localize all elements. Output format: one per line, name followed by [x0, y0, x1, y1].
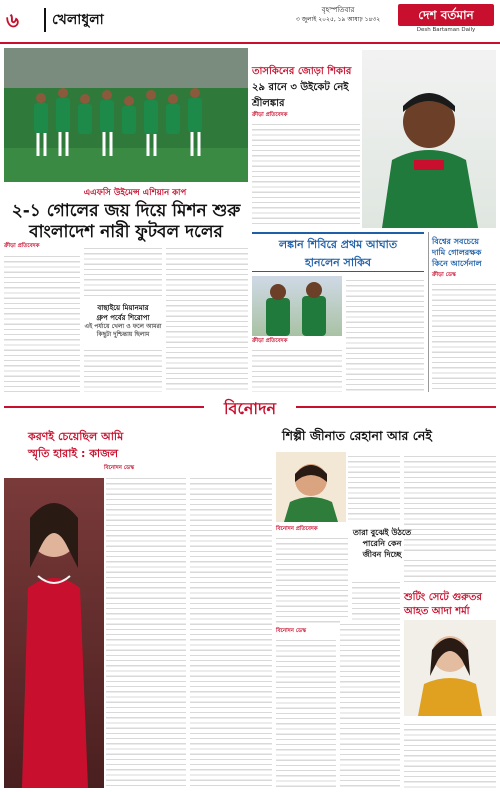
arsenal-headline-line1: বিশ্বের সবচেয়ে — [432, 237, 479, 246]
football-headline-line2: বাংলাদেশ নারী ফুটবল দলের — [29, 222, 223, 242]
actress-portrait-illustration — [404, 620, 496, 716]
zeenat-headline: শিল্পী জীনাত রেহানা আর নেই — [282, 428, 432, 443]
arsenal-byline: ক্রীড়া ডেস্ক — [432, 272, 456, 278]
kajol-headline-main: স্মৃতি হারাই : কাজল — [28, 447, 119, 460]
kajol-headline-pre: করণই চেয়েছিল আমি — [28, 430, 124, 443]
page-number: ৬ — [6, 8, 20, 32]
cricketer-illustration — [362, 50, 496, 228]
football-subhead-2: গ্রুপ পর্বের শিরোপা — [96, 314, 150, 322]
adah-article-col2 — [340, 620, 400, 788]
arsenal-divider — [428, 232, 429, 392]
taskin-headline-line3: শ্রীলঙ্কার — [252, 98, 285, 109]
football-quote: এই পর্যায়ে খেলা ও ফলে আমরা কিছুটা দুশ্চিন্তায় ছিলাম — [84, 323, 162, 339]
section-name: খেলাধুলা — [44, 8, 104, 32]
singer-illustration — [276, 452, 346, 522]
adah-byline: বিনোদন ডেস্ক — [276, 628, 307, 634]
football-subhead-1: বাছাইয়ে মিয়ানমার — [97, 304, 149, 312]
football-article-col3 — [166, 244, 248, 392]
logo-tagline: Desh Bartaman Daily — [416, 27, 476, 33]
entertainment-rule-right — [296, 406, 496, 408]
zeenat-quote: তারা বুঝেই উঠতে পারেনি কেন জীবন দিচ্ছে — [352, 528, 412, 559]
adah-article-col1 — [276, 636, 336, 788]
adah-headline-line1: শুটিং সেটে গুরুতর — [404, 592, 482, 603]
adah-article-col3 — [404, 720, 496, 788]
football-article-col2b — [84, 346, 162, 392]
shakib-byline: ক্রীড়া প্রতিবেদক — [252, 338, 288, 344]
shakib-photo — [252, 276, 342, 336]
football-team-photo — [4, 48, 248, 182]
football-players-illustration — [4, 48, 248, 182]
header-day: বৃহস্পতিবার — [321, 6, 355, 14]
kajol-photo — [4, 478, 104, 788]
newspaper-logo: দেশ বর্তমান — [398, 4, 494, 26]
zeenat-article-col1 — [348, 452, 400, 522]
shakib-headline-line1: লঙ্কান শিবিরে প্রথম আঘাত — [278, 238, 398, 251]
kajol-article-col2 — [190, 474, 272, 788]
taskin-headline-line1: তাসকিনের জোড়া শিকার — [252, 66, 352, 77]
arsenal-headline-line3: কিনে আর্সেনাল — [432, 259, 482, 268]
entertainment-banner: বিনোদন — [223, 399, 277, 418]
zeenat-byline: বিনোদন প্রতিবেদক — [276, 526, 318, 532]
shakib-headline-line2: হানলেন সাকিব — [305, 256, 371, 269]
arsenal-headline-line2: দামি গোলরক্ষক — [432, 248, 482, 257]
taskin-photo — [362, 50, 496, 228]
football-byline: ক্রীড়া প্রতিবেদক — [4, 243, 40, 249]
zeenat-article-col3 — [276, 534, 348, 624]
zeenat-article-col5 — [404, 556, 496, 586]
actress-illustration — [4, 478, 104, 788]
kajol-article-col1 — [106, 474, 186, 788]
arsenal-article — [432, 280, 496, 392]
shakib-article-right — [346, 276, 424, 392]
zeenat-article-col2 — [404, 452, 496, 552]
zeenat-photo — [276, 452, 346, 522]
taskin-byline: ক্রীড়া প্রতিবেদক — [252, 112, 288, 118]
cricket-players-illustration — [252, 276, 342, 336]
entertainment-rule-left — [4, 406, 204, 408]
adah-photo — [404, 620, 496, 716]
football-headline-line1: ২-১ গোলের জয় দিয়ে মিশন শুরু — [11, 201, 241, 221]
shakib-article-left — [252, 346, 342, 392]
header-date: ৩ জুলাই ২০২৫, ১৯ আষাঢ় ১৪৩২ — [295, 16, 381, 23]
taskin-headline-line2: ২৯ রানে ৩ উইকেট নেই — [252, 82, 349, 93]
kajol-byline: বিনোদন ডেস্ক — [104, 465, 135, 471]
football-tag: এএফসি উইমেন্স এশিয়ান কাপ — [83, 188, 187, 198]
zeenat-article-col4 — [352, 578, 400, 624]
football-article-col2 — [84, 244, 162, 300]
football-article-col1 — [4, 252, 80, 392]
taskin-article — [252, 120, 360, 226]
adah-headline-line2: আহত আদা শর্মা — [404, 606, 470, 617]
